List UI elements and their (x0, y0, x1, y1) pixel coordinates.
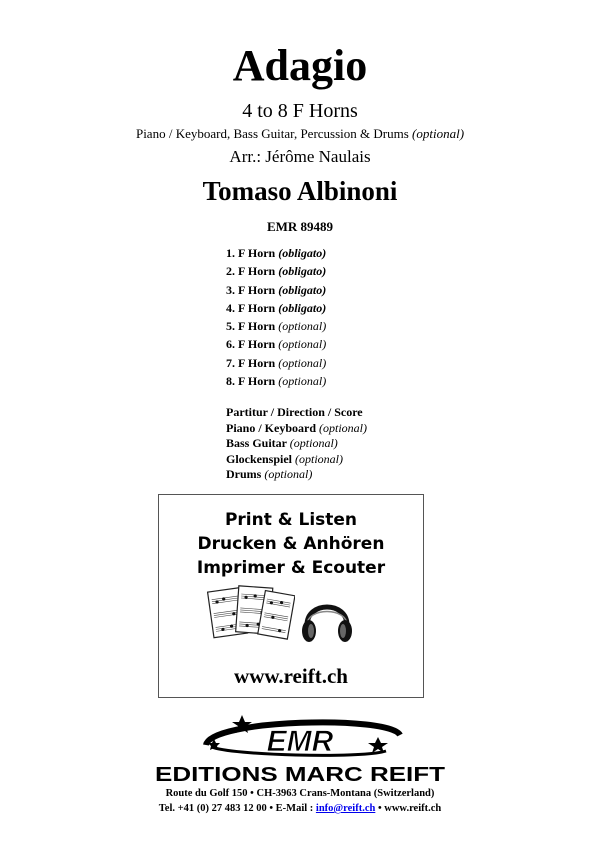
promo-line-de: Drucken & Anhören (197, 534, 385, 554)
publisher-contact (0, 802, 600, 816)
promo-line-fr: Imprimer & Ecouter (196, 558, 386, 578)
parts-list (226, 244, 326, 390)
extras-list (226, 405, 367, 483)
instrumentation-main: Piano / Keyboard, Bass Guitar, Percussion & Drums (135, 126, 409, 141)
sheet-music-icon (207, 583, 295, 643)
list-item: 4. F Horn (obligato) (226, 300, 327, 315)
website-link[interactable]: www.reift.ch (234, 664, 348, 688)
catalog-number: EMR 89489 (266, 219, 334, 234)
list-item: 5. F Horn (optional) (226, 319, 327, 334)
email-link[interactable]: info@reift.ch (315, 803, 376, 814)
list-item: 3. F Horn (obligato) (226, 282, 327, 297)
list-item: Partitur / Direction / Score (226, 405, 363, 419)
piece-title: Adagio (232, 41, 368, 90)
headphones-icon (299, 591, 355, 645)
list-item: 6. F Horn (optional) (226, 337, 327, 352)
publisher-address: Route du Golf 150 • CH-3963 Crans-Montana (Switzerland) (165, 788, 435, 799)
instrumentation (0, 126, 600, 142)
list-item: Glockenspiel (optional) (226, 451, 344, 466)
list-item: Piano / Keyboard (optional) (226, 420, 368, 435)
logo-publisher: EDITIONS MARC REIFT (155, 764, 445, 786)
emr-logo (150, 711, 450, 787)
list-item: 2. F Horn (obligato) (226, 264, 327, 279)
list-item: Bass Guitar (optional) (226, 436, 338, 450)
print-listen-box (158, 494, 424, 698)
piece-subtitle: 4 to 8 F Horns (242, 100, 358, 122)
logo-mark: EMR (266, 725, 334, 758)
list-item: 7. F Horn (optional) (226, 355, 327, 370)
phone-text: Tel. +41 (0) 27 483 12 00 • E-Mail : (158, 803, 316, 814)
list-item: Drums (optional) (226, 467, 313, 481)
web-text: • www.reift.ch (375, 803, 442, 814)
composer: Tomaso Albinoni (202, 176, 398, 206)
arranger: Arr.: Jérôme Naulais (229, 147, 371, 166)
list-item: 1. F Horn (obligato) (226, 246, 327, 260)
list-item: 8. F Horn (optional) (226, 374, 327, 389)
instrumentation-note: (optional) (412, 126, 465, 141)
promo-line-en: Print & Listen (224, 510, 358, 530)
